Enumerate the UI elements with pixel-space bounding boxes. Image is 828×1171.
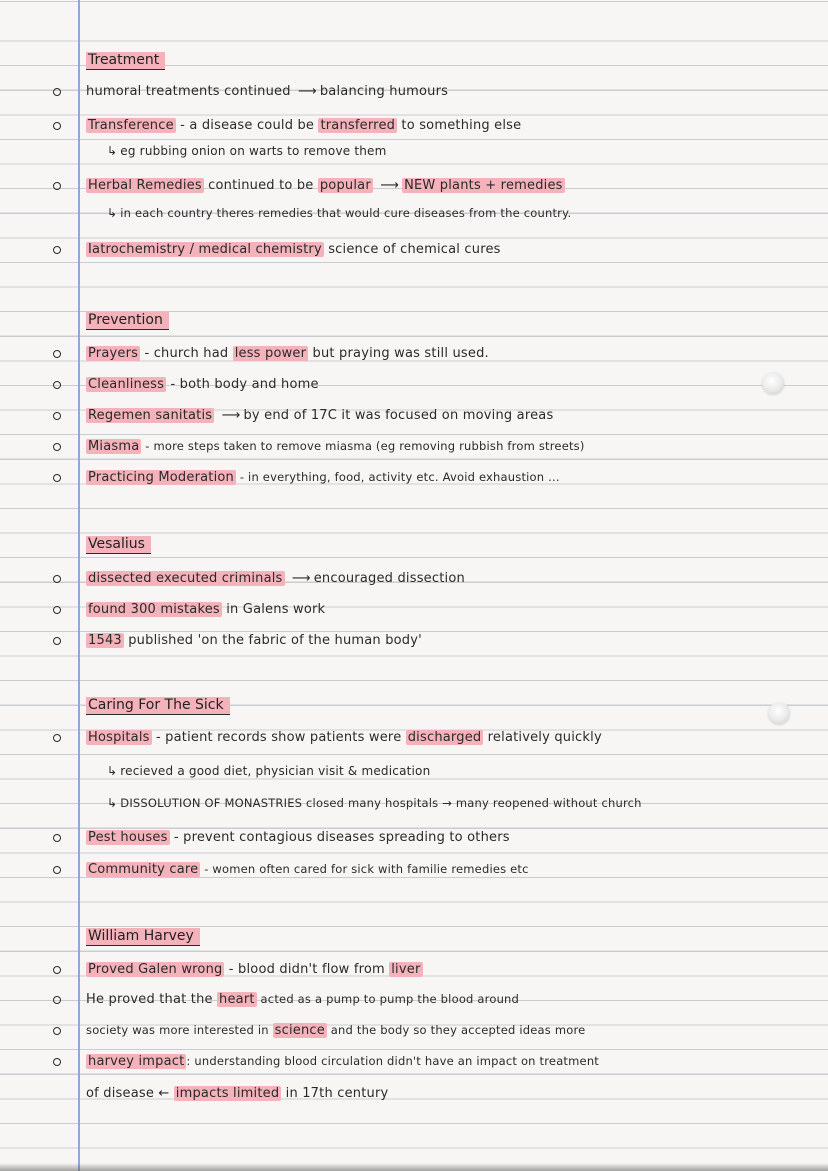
note-line: He proved that the heart acted as a pump to pump the blood around — [86, 992, 520, 1007]
note-line: Proved Galen wrong - blood didn't flow from liver — [88, 962, 421, 977]
bullet — [53, 474, 61, 482]
note-line: Prayers - church had less power but praying was still used. — [88, 346, 489, 361]
bullet — [53, 834, 61, 842]
bullet — [53, 182, 61, 190]
bullet — [53, 246, 61, 254]
page-edge-shadow — [0, 1163, 828, 1171]
bullet — [53, 637, 61, 645]
note-line: dissected executed criminals ⟶ encouraged dissection — [88, 571, 465, 586]
bullet — [53, 443, 61, 451]
section-heading-prevention: Prevention — [86, 312, 169, 330]
bullet — [53, 996, 61, 1004]
note-line: Pest houses - prevent contagious diseases spreading to others — [88, 830, 510, 845]
return-arrow-icon: ↳ — [107, 206, 118, 220]
bullet — [53, 734, 61, 742]
arrow-icon: ⟶ — [380, 178, 400, 193]
arrow-icon: ⟶ — [221, 408, 241, 423]
note-line: Iatrochemistry / medical chemistry science of chemical cures — [88, 242, 501, 257]
section-heading-treatment: Treatment — [86, 52, 165, 70]
section-heading-caring: Caring For The Sick — [86, 697, 230, 715]
note-line: harvey impact : understanding blood circulation didn't have an impact on treatment — [88, 1054, 600, 1069]
note-line: Hospitals - patient records show patients were discharged relatively quickly — [88, 730, 602, 745]
return-arrow-icon: ↳ — [107, 144, 118, 158]
section-heading-harvey: William Harvey — [86, 928, 200, 946]
bullet — [53, 606, 61, 614]
note-line: Cleanliness - both body and home — [88, 377, 319, 392]
note-line: found 300 mistakes in Galens work — [88, 602, 326, 617]
bullet — [53, 966, 61, 974]
note-line: Practicing Moderation - in everything, food, activity etc. Avoid exhaustion ... — [88, 470, 560, 485]
note-line: Transference - a disease could be transferred to something else — [88, 118, 522, 133]
bullet — [53, 88, 61, 96]
note-line: Herbal Remedies continued to be popular ⟶ NEW plants + remedies — [88, 178, 563, 193]
bullet — [53, 122, 61, 130]
note-line: Miasma - more steps taken to remove miasma (eg removing rubbish from streets) — [88, 439, 585, 454]
bullet — [53, 381, 61, 389]
note-line: Community care - women often cared for sick with familie remedies etc — [88, 862, 529, 877]
note-line: society was more interested in science and the body so they accepted ideas more — [86, 1023, 586, 1038]
bullet — [53, 412, 61, 420]
bullet — [53, 1027, 61, 1035]
punch-hole — [768, 702, 790, 724]
note-subline: ↳ in each country theres remedies that would cure diseases from the country. — [104, 206, 814, 220]
section-heading-vesalius: Vesalius — [86, 536, 151, 554]
return-arrow-icon: ↳ — [107, 796, 118, 810]
bullet — [53, 575, 61, 583]
note-subline: ↳ DISSOLUTION OF MONASTRIES closed many hospitals → many reopened without church — [104, 796, 814, 810]
note-subline: ↳ recieved a good diet, physician visit & medication — [104, 764, 814, 778]
note-line: Regemen sanitatis ⟶ by end of 17C it was focused on moving areas — [88, 408, 554, 423]
return-arrow-icon: ↳ — [107, 764, 118, 778]
arrow-icon: ⟶ — [298, 84, 317, 99]
note-line-continued: of disease ← impacts limited in 17th century — [86, 1086, 389, 1101]
bullet — [53, 1058, 61, 1066]
note-subline: ↳ eg rubbing onion on warts to remove them — [104, 144, 814, 158]
margin-line — [78, 0, 80, 1171]
note-line: 1543 published 'on the fabric of the human body' — [88, 633, 422, 648]
note-line: humoral treatments continued ⟶ balancing humours — [86, 84, 449, 99]
bullet — [53, 350, 61, 358]
bullet — [53, 866, 61, 874]
arrow-icon: ⟶ — [291, 571, 311, 586]
